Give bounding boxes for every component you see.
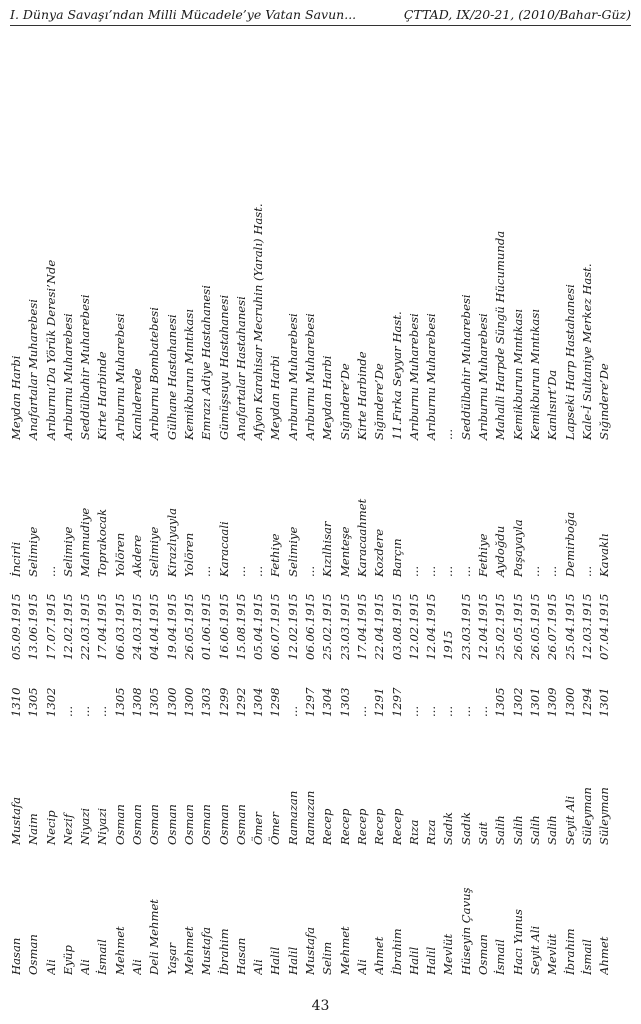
death-date-cell: 12.02.1915: [285, 593, 300, 660]
birthplace-cell: ...: [458, 565, 473, 577]
table-row: [423, 30, 440, 975]
table-row: [8, 30, 25, 975]
birthplace-cell: Menteşe: [337, 526, 352, 577]
father-name-cell: Osman: [216, 804, 231, 845]
birth-year-cell: 1294: [579, 687, 594, 717]
father-name-cell: Recep: [354, 808, 369, 845]
table-row: [60, 30, 77, 975]
birthplace-cell: ...: [579, 565, 594, 577]
father-name-cell: Sadık: [458, 811, 473, 845]
death-location-cell: Seddülbahir Muharebesi: [78, 294, 93, 440]
first-name-cell: Ali: [130, 959, 145, 975]
birthplace-cell: ...: [545, 565, 560, 577]
death-location-cell: Kirte Harbinde: [354, 351, 369, 440]
birth-year-cell: ...: [78, 705, 93, 717]
death-location-cell: Arıburnu Muharebesi: [112, 313, 127, 440]
table-row: [596, 30, 613, 975]
birth-year-cell: 1297: [389, 687, 404, 717]
death-date-cell: 25.02.1915: [320, 593, 335, 660]
death-date-cell: 17.04.1915: [95, 593, 110, 660]
death-date-cell: 17.04.1915: [354, 593, 369, 660]
first-name-cell: Hasan: [233, 937, 248, 975]
birthplace-cell: Demirboğa: [562, 511, 577, 577]
table-row: [164, 30, 181, 975]
birthplace-cell: Paşayayla: [510, 519, 525, 577]
birth-year-cell: 1308: [130, 687, 145, 717]
birthplace-cell: ...: [303, 565, 318, 577]
first-name-cell: İbrahim: [389, 928, 404, 975]
birth-year-cell: 1298: [268, 687, 283, 717]
birthplace-cell: Fethiye: [268, 533, 283, 577]
father-name-cell: Ramazan: [303, 790, 318, 845]
birthplace-cell: Fethiye: [476, 533, 491, 577]
father-name-cell: Ömer: [268, 812, 283, 845]
death-date-cell: 13.06.1915: [26, 593, 41, 660]
table-row: [112, 30, 129, 975]
birth-year-cell: 1302: [43, 687, 58, 717]
birth-year-cell: 1304: [320, 687, 335, 717]
death-location-cell: Arıburnu Bombatebesi: [147, 307, 162, 440]
death-location-cell: Anafartalar Hastahanesi: [233, 296, 248, 440]
death-location-cell: Meydan Harbi: [320, 355, 335, 440]
death-date-cell: 22.03.1915: [78, 593, 93, 660]
table-row: [146, 30, 163, 975]
death-location-cell: Afyon Karahisar Mecruhin (Yaralı) Hast.: [251, 203, 266, 440]
father-name-cell: Niyazi: [78, 807, 93, 845]
birth-year-cell: ...: [95, 705, 110, 717]
death-location-cell: Meydan Harbi: [268, 355, 283, 440]
death-location-cell: Anafartalar Muharebesi: [26, 299, 41, 440]
page-number: 43: [311, 998, 330, 1014]
birthplace-cell: ...: [199, 565, 214, 577]
table-row: [562, 30, 579, 975]
running-header-article-title: I. Dünya Savaşı’ndan Milli Mücadele’ye Vatan Savun...: [10, 7, 357, 22]
first-name-cell: Hacı Yunus: [510, 909, 525, 975]
table-row: [389, 30, 406, 975]
death-date-cell: 06.03.1915: [112, 593, 127, 660]
death-date-cell: 26.07.1915: [545, 593, 560, 660]
death-location-cell: Arıburnu Muharebesi: [285, 313, 300, 440]
death-location-cell: Arıburnu Muharebesi: [60, 313, 75, 440]
father-name-cell: Salih: [545, 815, 560, 845]
father-name-cell: Recep: [337, 808, 352, 845]
birth-year-cell: ...: [406, 705, 421, 717]
running-header: [10, 5, 631, 25]
birth-year-cell: 1300: [562, 687, 577, 717]
death-location-cell: Gülhane Hastahanesi: [164, 314, 179, 440]
birth-year-cell: 1300: [164, 687, 179, 717]
birth-year-cell: 1309: [545, 687, 560, 717]
table-row: [233, 30, 250, 975]
father-name-cell: Salih: [527, 815, 542, 845]
death-date-cell: 26.05.1915: [181, 593, 196, 660]
table-row: [25, 30, 42, 975]
birth-year-cell: 1302: [510, 687, 525, 717]
table-row: [43, 30, 60, 975]
father-name-cell: Osman: [130, 804, 145, 845]
death-location-cell: Arıburnu Muharebesi: [476, 313, 491, 440]
death-date-cell: 12.04.1915: [476, 593, 491, 660]
death-location-cell: Emrazı Adiye Hastahanesi: [199, 285, 214, 440]
table-row: [77, 30, 94, 975]
father-name-cell: Sait: [476, 821, 491, 845]
table-row: [250, 30, 267, 975]
father-name-cell: Niyazi: [95, 807, 110, 845]
table-row: [198, 30, 215, 975]
father-name-cell: Osman: [199, 804, 214, 845]
table-row: [285, 30, 302, 975]
death-date-cell: 15.08.1915: [233, 593, 248, 660]
father-name-cell: Recep: [372, 808, 387, 845]
birthplace-cell: Kozdere: [372, 528, 387, 577]
table-row: [492, 30, 509, 975]
birth-year-cell: 1301: [597, 687, 612, 717]
death-location-cell: Kemikburun Mıntıkası: [181, 309, 196, 440]
table-row: [129, 30, 146, 975]
death-location-cell: ...: [441, 428, 456, 440]
death-location-cell: Arıburnu Muharebesi: [303, 313, 318, 440]
first-name-cell: Mevlüt: [545, 933, 560, 975]
death-date-cell: 26.05.1915: [510, 593, 525, 660]
first-name-cell: İsmail: [579, 939, 594, 975]
birthplace-cell: Selimiye: [147, 526, 162, 577]
birthplace-cell: Karacaahmet: [354, 498, 369, 577]
father-name-cell: Sadık: [441, 811, 456, 845]
birth-year-cell: ...: [354, 705, 369, 717]
death-location-cell: Sığındere’De: [372, 363, 387, 440]
first-name-cell: Mehmet: [181, 926, 196, 975]
father-name-cell: Osman: [181, 804, 196, 845]
death-date-cell: 12.03.1915: [579, 593, 594, 660]
first-name-cell: Ali: [354, 959, 369, 975]
death-date-cell: 16.06.1915: [216, 593, 231, 660]
birthplace-cell: İncirli: [9, 541, 23, 577]
birth-year-cell: 1291: [372, 687, 387, 717]
birth-year-cell: 1297: [303, 687, 318, 717]
father-name-cell: Süleyman: [579, 787, 594, 845]
death-date-cell: 23.03.1915: [458, 593, 473, 660]
birthplace-cell: Selimiye: [60, 526, 75, 577]
death-location-cell: Seddülbahir Muharebesi: [458, 294, 473, 440]
birthplace-cell: Kızılhisar: [320, 521, 335, 577]
table-row: [94, 30, 111, 975]
death-date-cell: 06.06.1915: [303, 593, 318, 660]
death-date-cell: 22.04.1915: [372, 593, 387, 660]
birthplace-cell: ...: [424, 565, 439, 577]
death-date-cell: 17.07.1915: [43, 593, 58, 660]
first-name-cell: Halil: [268, 946, 283, 975]
first-name-cell: Halil: [285, 946, 300, 975]
father-name-cell: Naim: [26, 813, 41, 845]
birthplace-cell: Selimiye: [26, 526, 41, 577]
table-row: [337, 30, 354, 975]
first-name-cell: Hüseyin Çavuş: [458, 887, 473, 975]
first-name-cell: Seyit Ali: [527, 925, 542, 975]
death-location-cell: Gümüşsuyu Hastahanesi: [216, 294, 231, 440]
death-location-cell: Arıburnu Muharebesi: [406, 313, 421, 440]
first-name-cell: Ahmet: [372, 936, 387, 975]
first-name-cell: Eyüp: [60, 945, 75, 975]
birth-year-cell: ...: [476, 705, 491, 717]
table-row: [440, 30, 457, 975]
birth-year-cell: 1305: [493, 687, 508, 717]
death-location-cell: Kemikburun Mıntıkası: [527, 309, 542, 440]
first-name-cell: Mehmet: [337, 926, 352, 975]
birth-year-cell: 1303: [199, 687, 214, 717]
first-name-cell: Ali: [78, 959, 93, 975]
father-name-cell: Necip: [43, 810, 58, 845]
birth-year-cell: 1292: [233, 687, 248, 717]
father-name-cell: Recep: [389, 808, 404, 845]
table-row: [216, 30, 233, 975]
first-name-cell: Mevlüt: [441, 933, 456, 975]
first-name-cell: Halil: [424, 946, 439, 975]
running-header-journal-citation: ÇTTAD, IX/20-21, (2010/Bahar-Güz): [403, 7, 631, 22]
birth-year-cell: 1299: [216, 687, 231, 717]
father-name-cell: Osman: [147, 804, 162, 845]
table-row: [458, 30, 475, 975]
death-location-cell: Kanlıderede: [130, 368, 145, 440]
birthplace-cell: ...: [527, 565, 542, 577]
father-name-cell: Osman: [233, 804, 248, 845]
first-name-cell: İsmail: [493, 939, 508, 975]
table-row: [544, 30, 561, 975]
death-location-cell: Kale-İ Sultaniye Merkez Hast.: [579, 263, 594, 440]
father-name-cell: Süleyman: [597, 787, 612, 845]
birthplace-cell: ...: [441, 565, 456, 577]
table-row: [302, 30, 319, 975]
birthplace-cell: Kavaklı: [597, 533, 612, 577]
father-name-cell: Mustafa: [9, 796, 23, 845]
death-date-cell: 05.09.1915: [9, 593, 23, 660]
first-name-cell: Mustafa: [199, 926, 214, 975]
birth-year-cell: 1303: [337, 687, 352, 717]
first-name-cell: Hasan: [9, 937, 23, 975]
first-name-cell: Ali: [251, 959, 266, 975]
table-row: [527, 30, 544, 975]
first-name-cell: Mustafa: [303, 926, 318, 975]
birthplace-cell: Kirazlıyayla: [164, 508, 179, 577]
first-name-cell: İsmail: [95, 939, 110, 975]
table-row: [406, 30, 423, 975]
birth-year-cell: ...: [441, 705, 456, 717]
birthplace-cell: Karacaali: [216, 521, 231, 577]
birth-year-cell: ...: [60, 705, 75, 717]
table-row: [510, 30, 527, 975]
father-name-cell: Rıza: [424, 819, 439, 845]
father-name-cell: Salih: [510, 815, 525, 845]
birth-year-cell: 1304: [251, 687, 266, 717]
father-name-cell: Salih: [493, 815, 508, 845]
death-location-cell: Kanlısırt’Da: [545, 369, 560, 440]
first-name-cell: Mehmet: [112, 926, 127, 975]
birthplace-cell: Toprakocak: [95, 508, 110, 577]
father-name-cell: Osman: [164, 804, 179, 845]
death-date-cell: 26.05.1915: [527, 593, 542, 660]
birthplace-cell: ...: [233, 565, 248, 577]
first-name-cell: Ahmet: [597, 936, 612, 975]
table-row: [181, 30, 198, 975]
death-date-cell: 25.04.1915: [562, 593, 577, 660]
first-name-cell: İbrahim: [562, 928, 577, 975]
birthplace-cell: Aydoğdu: [493, 525, 508, 577]
death-date-cell: 07.04.1915: [597, 593, 612, 660]
death-date-cell: 19.04.1915: [164, 593, 179, 660]
first-name-cell: Selim: [320, 941, 335, 975]
birthplace-cell: ...: [43, 565, 58, 577]
first-name-cell: İbrahim: [216, 928, 231, 975]
death-location-cell: Kirte Harbinde: [95, 351, 110, 440]
rotated-casualty-table: [8, 30, 632, 975]
header-rule: [10, 25, 631, 26]
death-location-cell: 11.Fırka Seyyar Hast.: [389, 311, 404, 440]
birthplace-cell: Mahmudiye: [78, 507, 93, 577]
birth-year-cell: ...: [424, 705, 439, 717]
birth-year-cell: 1300: [181, 687, 196, 717]
death-location-cell: Sığındere’De: [337, 363, 352, 440]
father-name-cell: Seyit Ali: [562, 795, 577, 845]
father-name-cell: Recep: [320, 808, 335, 845]
birthplace-cell: Barçın: [389, 538, 404, 577]
death-date-cell: 12.02.1915: [406, 593, 421, 660]
birthplace-cell: ...: [251, 565, 266, 577]
birth-year-cell: 1305: [147, 687, 162, 717]
father-name-cell: Rıza: [406, 819, 421, 845]
first-name-cell: Halil: [406, 946, 421, 975]
death-date-cell: 1915: [441, 630, 456, 660]
death-location-cell: Meydan Harbi: [9, 355, 23, 440]
death-date-cell: 12.02.1915: [60, 593, 75, 660]
death-date-cell: 12.04.1915: [424, 593, 439, 660]
death-location-cell: Arıburnu Muharebesi: [424, 313, 439, 440]
death-location-cell: Mahalli Harpde Süngü Hücumunda: [493, 230, 508, 440]
birth-year-cell: 1301: [527, 687, 542, 717]
birth-year-cell: ...: [458, 705, 473, 717]
death-location-cell: Lapseki Harp Hastahanesi: [562, 284, 577, 440]
birth-year-cell: 1305: [112, 687, 127, 717]
birthplace-cell: Selimiye: [285, 526, 300, 577]
death-location-cell: Kemikburun Mıntıkası: [510, 309, 525, 440]
death-date-cell: 24.03.1915: [130, 593, 145, 660]
death-date-cell: 25.02.1915: [493, 593, 508, 660]
father-name-cell: Ramazan: [285, 790, 300, 845]
birth-year-cell: 1305: [26, 687, 41, 717]
first-name-cell: Yaşar: [164, 942, 179, 975]
first-name-cell: Osman: [476, 934, 491, 975]
table-row: [319, 30, 336, 975]
death-date-cell: 23.03.1915: [337, 593, 352, 660]
death-location-cell: Arıburnu’Da Yörük Deresi’Nde: [43, 259, 58, 440]
birthplace-cell: Yolören: [112, 532, 127, 577]
table-row: [475, 30, 492, 975]
table-row: [267, 30, 284, 975]
death-date-cell: 04.04.1915: [147, 593, 162, 660]
death-date-cell: 03.08.1915: [389, 593, 404, 660]
birthplace-cell: ...: [406, 565, 421, 577]
birth-year-cell: 1310: [9, 687, 23, 717]
birth-year-cell: ...: [285, 705, 300, 717]
birthplace-cell: Yolören: [181, 532, 196, 577]
father-name-cell: Osman: [112, 804, 127, 845]
table-row: [371, 30, 388, 975]
table-row: [354, 30, 371, 975]
first-name-cell: Deli Mehmet: [147, 899, 162, 975]
death-date-cell: 01.06.1915: [199, 593, 214, 660]
father-name-cell: Nezif: [60, 813, 75, 845]
father-name-cell: Ömer: [251, 812, 266, 845]
birthplace-cell: Akdere: [130, 534, 145, 577]
first-name-cell: Ali: [43, 959, 58, 975]
first-name-cell: Osman: [26, 934, 41, 975]
death-location-cell: Sığındere’De: [597, 363, 612, 440]
table-row: [579, 30, 596, 975]
death-date-cell: 05.04.1915: [251, 593, 266, 660]
death-date-cell: 06.07.1915: [268, 593, 283, 660]
table-body: [8, 30, 632, 975]
